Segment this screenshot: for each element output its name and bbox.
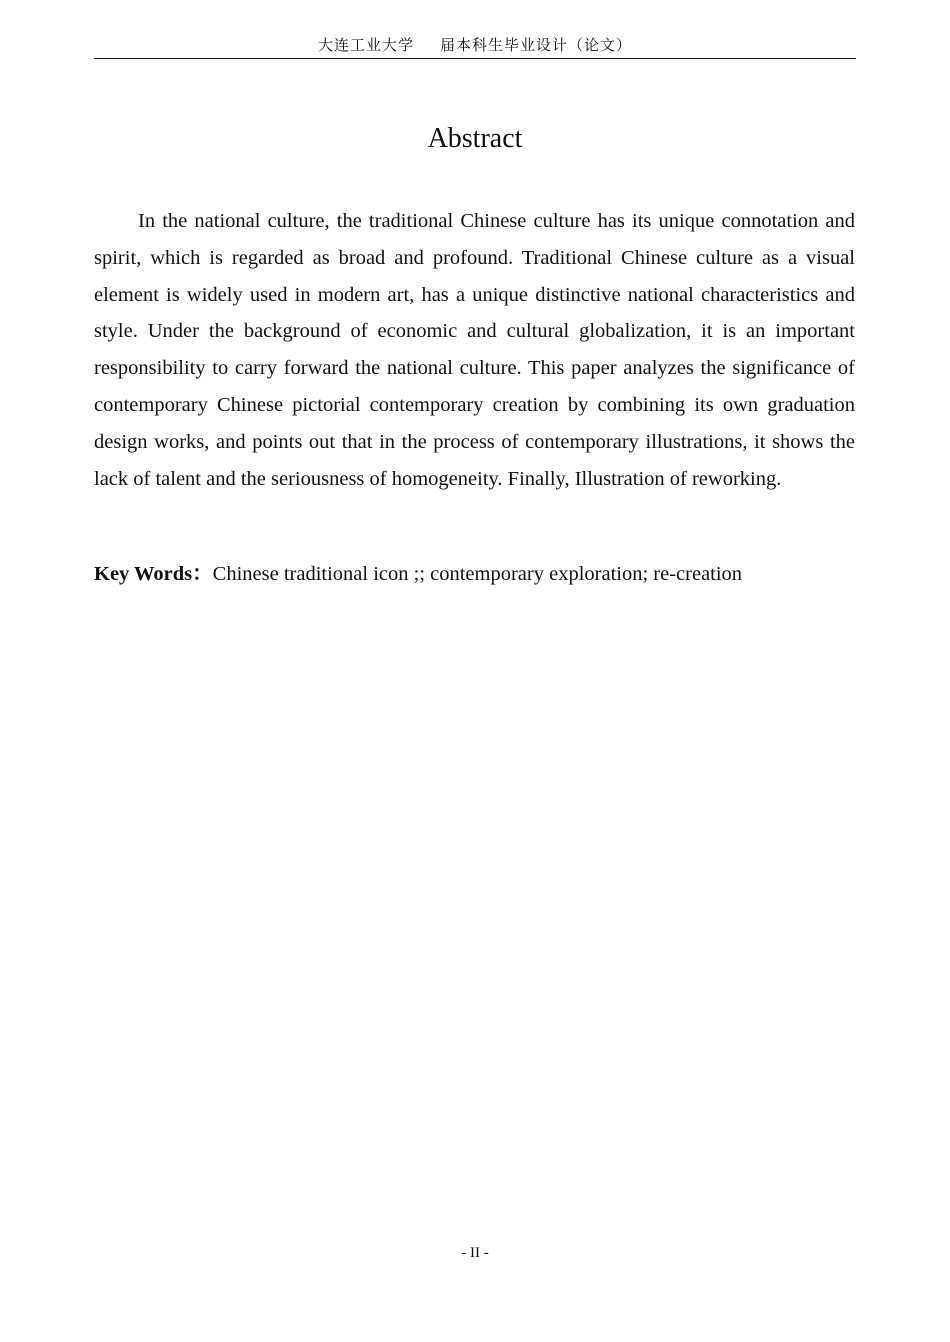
page-number: - II - bbox=[461, 1245, 489, 1261]
keywords-line bbox=[94, 557, 855, 591]
abstract-body: In the national culture, the traditional Chinese culture has its unique connotation and spirit, which is regarded as broad and profound. Traditional Chinese culture as a visual element is widely used in modern art, has a unique distinctive national characteristics and style. Under the background of economic and cultural globalization, it is an important responsibility to carry forward the national culture. This paper analyzes the significance of contemporary Chinese pictorial contemporary creation by combining its own graduation design works, and points out that in the process of contemporary illustrations, it shows the lack of talent and the seriousness of homogeneity. Finally, Illustration of reworking. bbox=[94, 210, 855, 490]
keywords-text: Chinese traditional icon ;; contemporary exploration; re-creation bbox=[212, 563, 743, 585]
keywords-label: Key Words： bbox=[94, 563, 213, 585]
abstract-title: Abstract bbox=[427, 123, 523, 154]
page-header bbox=[94, 34, 856, 59]
header-document-type: 届本科生毕业设计（论文） bbox=[440, 36, 633, 54]
header-university: 大连工业大学 bbox=[317, 36, 414, 54]
